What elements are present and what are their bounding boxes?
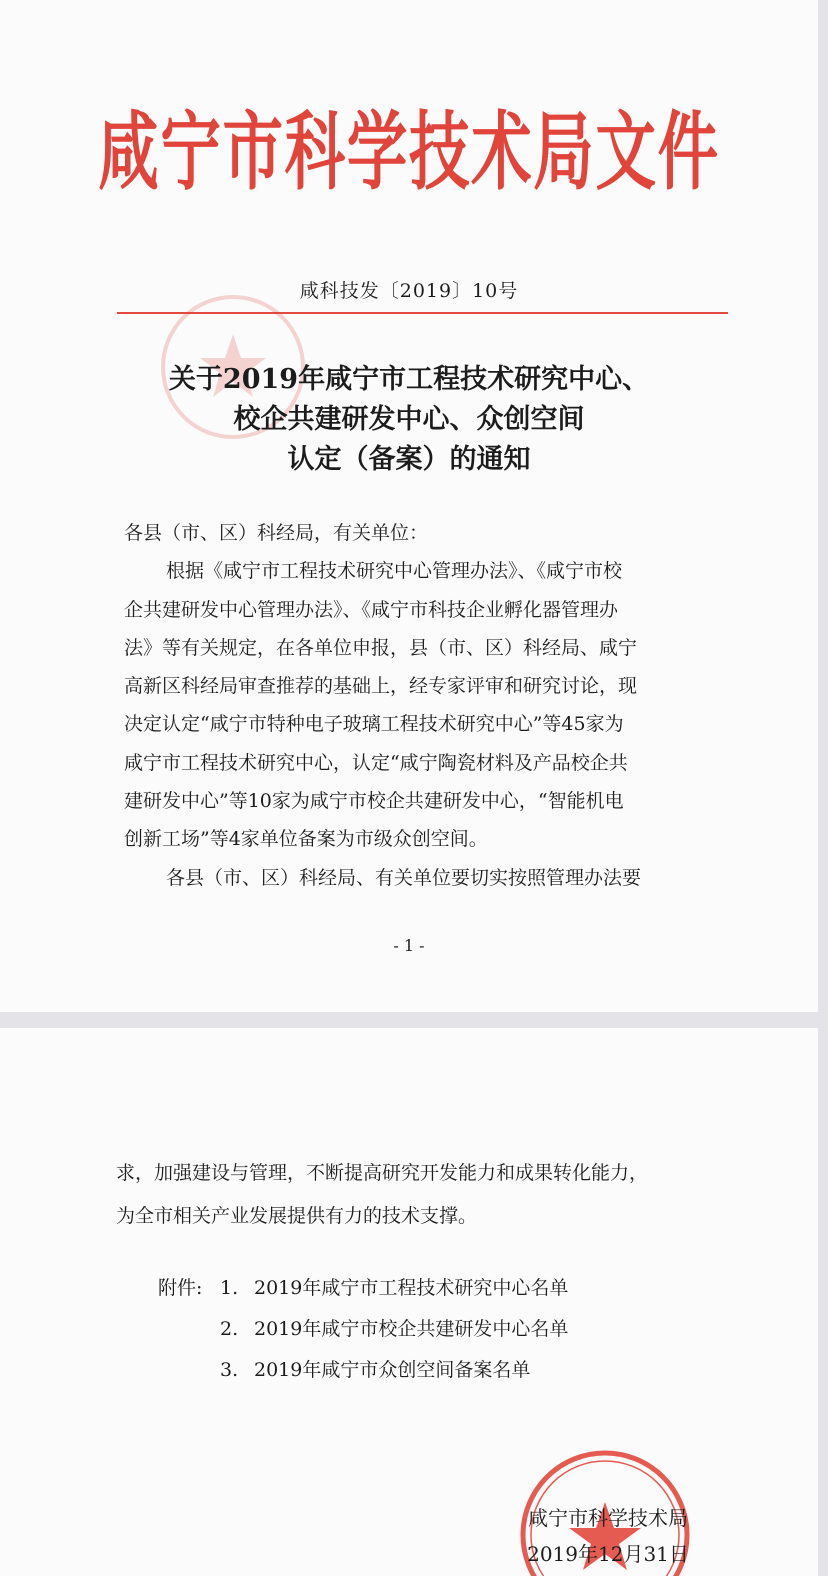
notice-body-continued bbox=[116, 1152, 736, 1238]
attachment-title: 2019年咸宁市工程技术研究中心名单 bbox=[254, 1277, 569, 1299]
attachments-list bbox=[158, 1268, 718, 1391]
attachment-title: 2019年咸宁市众创空间备案名单 bbox=[254, 1359, 531, 1381]
paragraph-line: 创新工场”等4家单位备案为市级众创空间。 bbox=[124, 828, 488, 851]
notice-title bbox=[0, 360, 818, 480]
attachment-item bbox=[158, 1350, 718, 1391]
attachment-number: 2. bbox=[220, 1318, 239, 1340]
signature-block bbox=[508, 1500, 708, 1572]
paragraph-line: 根据《咸宁市工程技术研究中心管理办法》、《咸宁市校 bbox=[166, 560, 623, 583]
salutation: 各县（市、区）科经局，有关单位： bbox=[124, 522, 429, 544]
attachment-item bbox=[158, 1309, 718, 1350]
paragraph-line: 高新区科经局审查推荐的基础上，经专家评审和研究讨论，现 bbox=[124, 675, 638, 698]
attachment-number: 3. bbox=[220, 1359, 239, 1381]
attachments-label: 附件: bbox=[158, 1277, 203, 1299]
paragraph-line: 建研发中心”等10家为咸宁市校企共建研发中心，“智能机电 bbox=[124, 790, 624, 813]
attachment-number: 1. bbox=[220, 1277, 239, 1299]
notice-title-line: 认定（备案）的通知 bbox=[287, 444, 531, 475]
paragraph-line: 法》等有关规定，在各单位申报，县（市、区）科经局、咸宁 bbox=[124, 636, 638, 659]
attachment-title: 2019年咸宁市校企共建研发中心名单 bbox=[254, 1318, 569, 1340]
issuer-title: 咸宁市科学技术局文件 bbox=[98, 101, 720, 202]
paragraph-line: 求，加强建设与管理，不断提高研究开发能力和成果转化能力， bbox=[116, 1162, 649, 1184]
signing-organization: 咸宁市科学技术局 bbox=[528, 1506, 688, 1530]
paragraph-line: 咸宁市工程技术研究中心，认定“咸宁陶瓷材料及产品校企共 bbox=[124, 751, 628, 774]
document-number: 咸科技发〔2019〕10号 bbox=[299, 280, 519, 302]
notice-title-line: 关于2019年咸宁市工程技术研究中心、 bbox=[168, 364, 650, 395]
paragraph-line: 各县（市、区）科经局、有关单位要切实按照管理办法要 bbox=[166, 866, 642, 889]
signing-date: 2019年12月31日 bbox=[527, 1542, 689, 1566]
notice-title-line: 校企共建研发中心、众创空间 bbox=[233, 404, 585, 435]
notice-body bbox=[124, 514, 724, 897]
paragraph-line: 决定认定“咸宁市特种电子玻璃工程技术研究中心”等45家为 bbox=[124, 713, 624, 736]
paragraph-line: 企共建研发中心管理办法》、《咸宁市科技企业孵化器管理办 bbox=[124, 598, 619, 621]
page-number: - 1 - bbox=[393, 936, 425, 955]
paragraph-line: 为全市相关产业发展提供有力的技术支撑。 bbox=[116, 1205, 478, 1227]
attachment-item bbox=[158, 1268, 718, 1309]
